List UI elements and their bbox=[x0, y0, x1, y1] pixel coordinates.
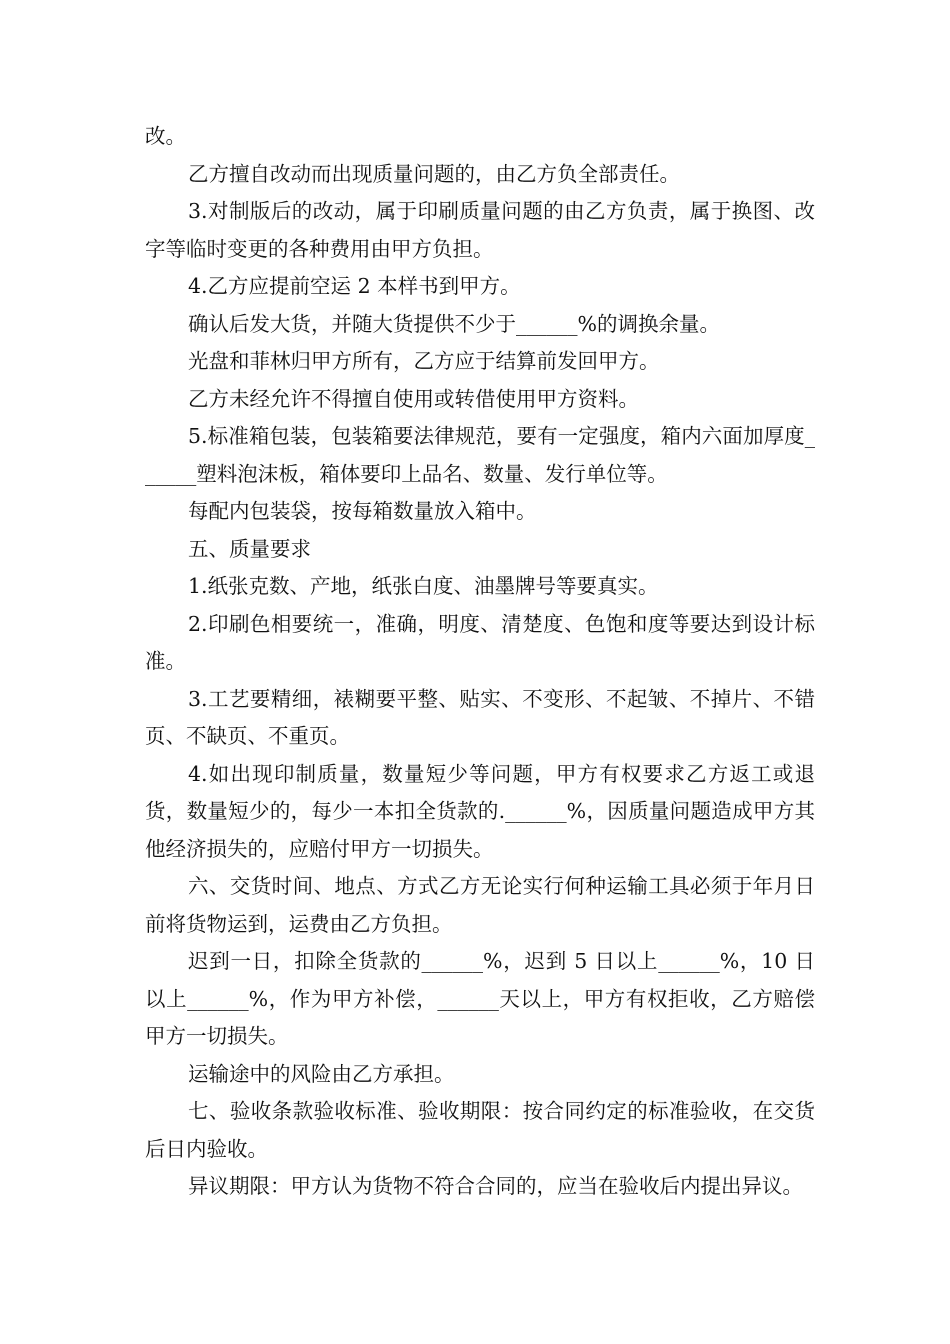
document-body bbox=[145, 118, 815, 1206]
paragraph-item-3-plate-changes: 3.对制版后的改动，属于印刷质量问题的由乙方负责，属于换图、改字等临时变更的各种费用由甲方负担。 bbox=[145, 199, 815, 261]
paragraph-quality-4: 4.如出现印制质量，数量短少等问题，甲方有权要求乙方返工或退货，数量短少的，每少一本扣全货款的.______%，因质量问题造成甲方其他经济损失的，应赔付甲方一切损失。 bbox=[145, 761, 815, 861]
paragraph-late-penalty: 迟到一日，扣除全货款的______%，迟到 5 日以上______%，10 日以上______%，作为甲方补偿，______天以上，甲方有权拒收，乙方赔偿甲方一切损失。 bbox=[145, 949, 815, 1048]
paragraph-transport-risk: 运输途中的风险由乙方承担。 bbox=[188, 1061, 455, 1086]
paragraph-bulk-shipment: 确认后发大货，并随大货提供不少于______%的调换余量。 bbox=[188, 311, 720, 336]
section-heading-quality: 五、质量要求 bbox=[188, 536, 311, 561]
paragraph-quality-liability: 乙方擅自改动而出现质量问题的，由乙方负全部责任。 bbox=[188, 161, 680, 186]
section-heading-delivery: 六、交货时间、地点、方式乙方无论实行何种运输工具必须于年月日前将货物运到，运费由乙方负担。 bbox=[145, 874, 815, 936]
paragraph-materials-usage: 乙方未经允许不得擅自使用或转借使用甲方资料。 bbox=[188, 386, 639, 411]
section-heading-acceptance: 七、验收条款验收标准、验收期限：按合同约定的标准验收，在交货后日内验收。 bbox=[145, 1099, 815, 1161]
paragraph-item-5-packaging: 5.标准箱包装，包装箱要法律规范，要有一定强度，箱内六面加厚度______塑料泡沫板，箱体要印上品名、数量、发行单位等。 bbox=[145, 424, 815, 486]
paragraph-quality-2: 2.印刷色相要统一，准确，明度、清楚度、色饱和度等要达到设计标准。 bbox=[145, 611, 815, 673]
paragraph-quality-1: 1.纸张克数、产地，纸张白度、油墨牌号等要真实。 bbox=[188, 574, 659, 598]
paragraph-inner-bags: 每配内包装袋，按每箱数量放入箱中。 bbox=[188, 499, 537, 523]
paragraph-item-4-samples: 4.乙方应提前空运 2 本样书到甲方。 bbox=[188, 274, 521, 298]
paragraph-objection-period: 异议期限：甲方认为货物不符合合同的，应当在验收后内提出异议。 bbox=[188, 1174, 803, 1198]
paragraph-continuation: 改。 bbox=[145, 124, 186, 148]
paragraph-disc-film: 光盘和菲林归甲方所有，乙方应于结算前发回甲方。 bbox=[188, 349, 660, 373]
paragraph-quality-3: 3.工艺要精细，裱糊要平整、贴实、不变形、不起皱、不掉片、不错页、不缺页、不重页。 bbox=[145, 686, 815, 748]
